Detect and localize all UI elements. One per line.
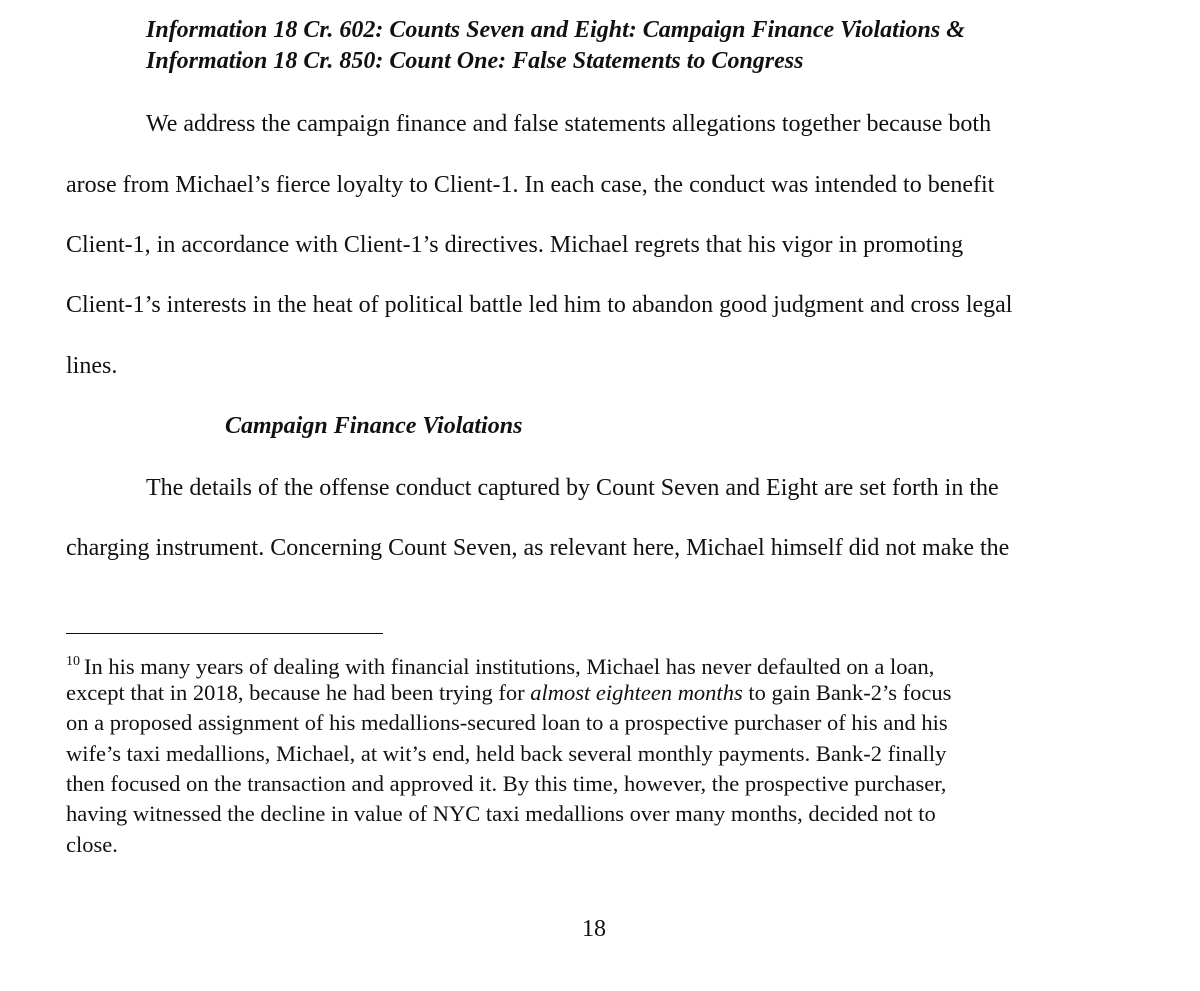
paragraph-2-line-1: The details of the offense conduct captured by Count Seven and Eight are set forth in the <box>146 475 999 501</box>
footnote-line-2 <box>66 678 951 708</box>
footnote-line-2-before: except that in 2018, because he had been trying for <box>66 680 531 705</box>
paragraph-1-line-3: Client-1, in accordance with Client-1’s directives. Michael regrets that his vigor in promoting <box>66 232 964 258</box>
footnote-line-1 <box>66 647 934 682</box>
footnote-line-1-text: In his many years of dealing with financial institutions, Michael has never defaulted on a loan, <box>84 654 935 679</box>
subheading-campaign-finance: Campaign Finance Violations <box>225 413 523 439</box>
page-number: 18 <box>582 916 606 942</box>
footnote-marker: 10 <box>66 654 80 669</box>
paragraph-1-line-4: Client-1’s interests in the heat of political battle led him to abandon good judgment and cross legal <box>66 292 1013 318</box>
paragraph-1-line-1: We address the campaign finance and false statements allegations together because both <box>146 111 992 137</box>
section-heading-line-1: Information 18 Cr. 602: Counts Seven and Eight: Campaign Finance Violations & <box>146 17 965 43</box>
paragraph-2-line-2: charging instrument. Concerning Count Seven, as relevant here, Michael himself did not make the <box>66 535 1010 561</box>
footnote-line-5: then focused on the transaction and approved it. By this time, however, the prospective purchaser, <box>66 771 947 796</box>
section-heading <box>146 15 965 77</box>
footnote-separator <box>66 633 383 634</box>
footnote-line-2-after: to gain Bank-2’s focus <box>742 680 952 705</box>
footnote-line-3: on a proposed assignment of his medallions-secured loan to a prospective purchaser of his and his <box>66 710 948 735</box>
footnote-line-7: close. <box>66 832 118 857</box>
section-heading-line-2: Information 18 Cr. 850: Count One: False Statements to Congress <box>146 48 804 74</box>
footnote-line-6: having witnessed the decline in value of NYC taxi medallions over many months, decided not to <box>66 801 936 826</box>
footnote-line-4: wife’s taxi medallions, Michael, at wit’s end, held back several monthly payments. Bank-2 finally <box>66 741 947 766</box>
footnote-emphasis: almost eighteen months <box>530 680 743 705</box>
paragraph-1-line-2: arose from Michael’s fierce loyalty to Client-1. In each case, the conduct was intended to benefit <box>66 172 995 198</box>
paragraph-1-line-5: lines. <box>66 353 118 379</box>
